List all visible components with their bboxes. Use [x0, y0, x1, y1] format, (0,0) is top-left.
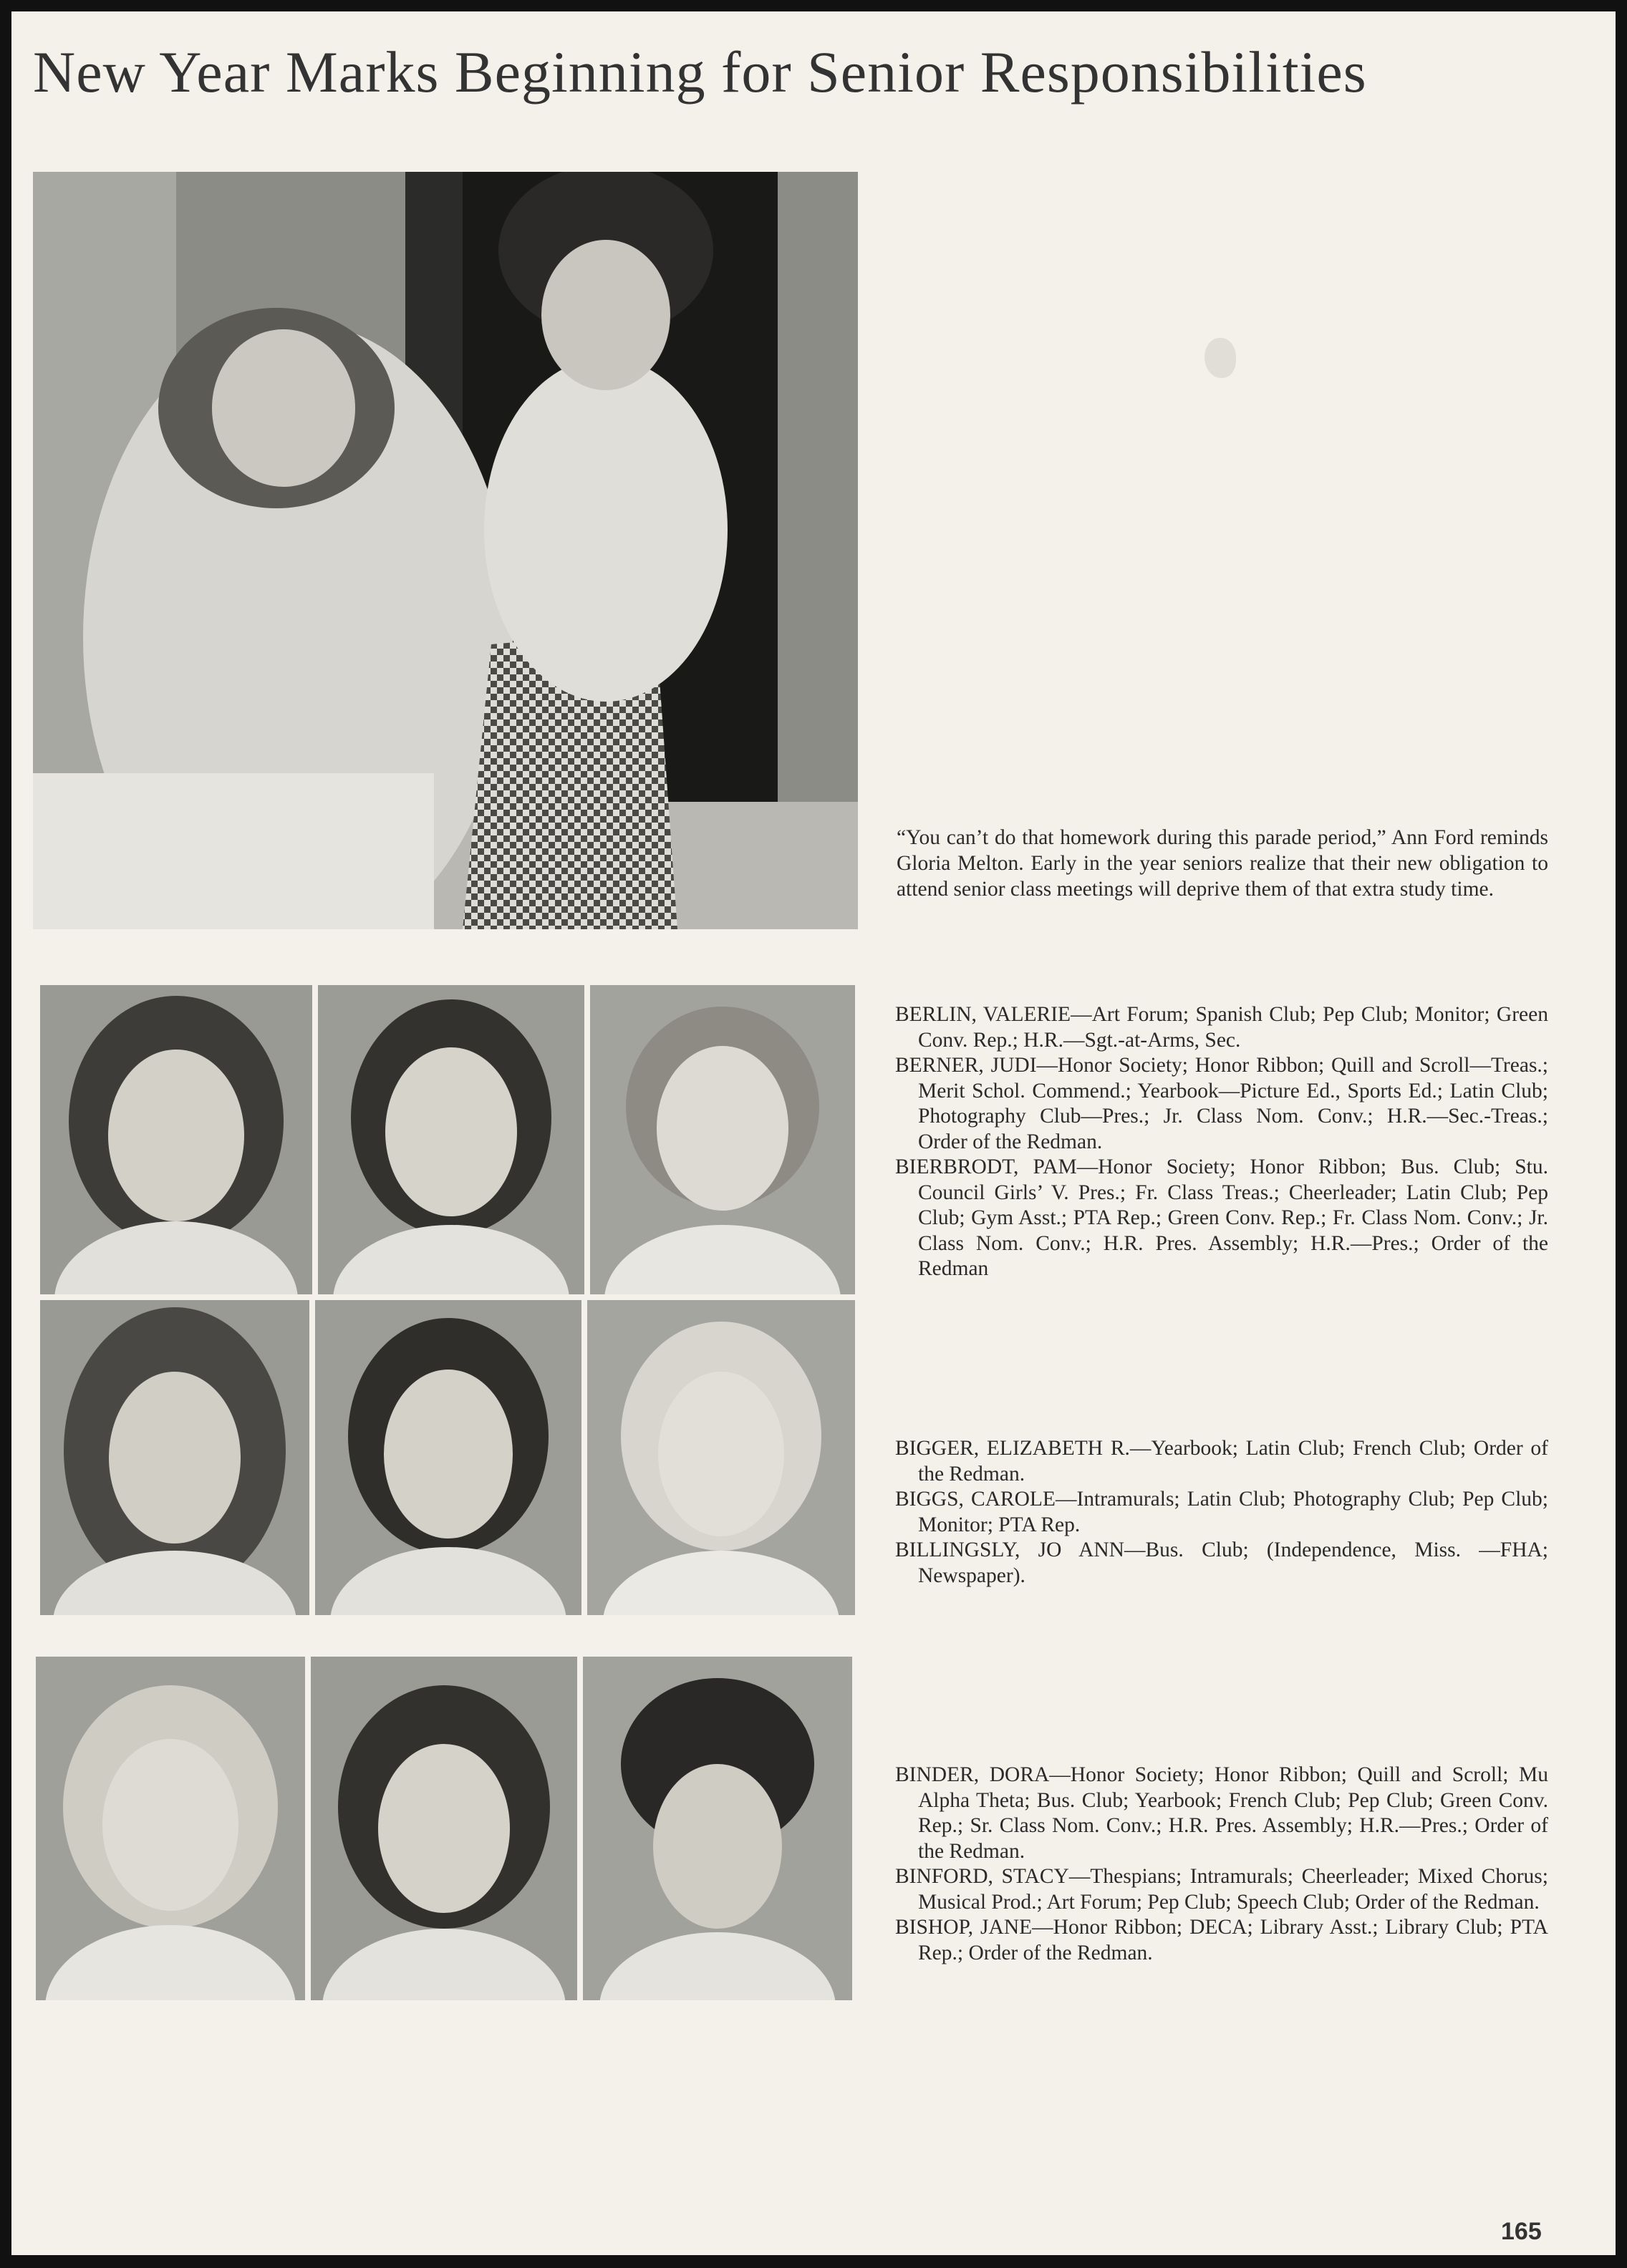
bio-entry: BINFORD, STACY—Thespians; Intramurals; Cheerleader; Mixed Chorus; Musical Prod.; Art Forum; Pep Club; Speech Club; Order of the Redman. [895, 1865, 1548, 1914]
senior-portrait [311, 1657, 577, 2000]
bio-group-3 [895, 1763, 1548, 1966]
bio-entry: BERLIN, VALERIE—Art Forum; Spanish Club; Pep Club; Monitor; Green Conv. Rep.; H.R.—Sgt.-at-Arms, Sec. [895, 1003, 1548, 1052]
bio-entry: BINDER, DORA—Honor Society; Honor Ribbon; Quill and Scroll; Mu Alpha Theta; Bus. Club; Yearbook; French Club; Pep Club; Green Conv. Rep.; Sr. Class Nom. Conv.; H.R. Pres. Assembly; H.R.—Pres.; Order of the Redman. [895, 1763, 1548, 1863]
senior-portrait [40, 1300, 309, 1615]
main-photo [33, 172, 858, 929]
senior-portrait [587, 1300, 855, 1615]
senior-portrait [315, 1300, 581, 1615]
senior-portrait [583, 1657, 852, 2000]
bio-group-2 [895, 1436, 1548, 1589]
senior-portrait [590, 985, 855, 1294]
bio-entry: BIERBRODT, PAM—Honor Society; Honor Ribbon; Bus. Club; Stu. Council Girls’ V. Pres.; Fr. Class Treas.; Cheerleader; Latin Club; Pep Club; Gym Asst.; PTA Rep.; Green Conv. Rep.; Fr. Class Nom. Conv.; Jr. Class Nom. Conv.; H.R. Pres. Assembly; H.R.—Pres.; Order of the Redman [895, 1155, 1548, 1280]
bio-entry: BIGGS, CAROLE—Intramurals; Latin Club; Photography Club; Pep Club; Monitor; PTA Rep. [895, 1488, 1548, 1536]
senior-portrait [40, 985, 312, 1294]
main-photo-caption: “You can’t do that homework during this parade period,” Ann Ford reminds Gloria Melton. Early in the year seniors realize that their new obligation to attend senior class meetings will deprive them of that extra study time. [897, 826, 1548, 901]
ink-blot [1204, 338, 1236, 378]
bio-entry: BISHOP, JANE—Honor Ribbon; DECA; Library Asst.; Library Club; PTA Rep.; Order of the Redman. [895, 1916, 1548, 1964]
bio-entry: BERNER, JUDI—Honor Society; Honor Ribbon; Quill and Scroll—Treas.; Merit Schol. Commend.; Yearbook—Picture Ed., Sports Ed.; Latin Club; Photography Club—Pres.; Jr. Class Nom. Conv.; H.R.—Sec.-Treas.; Order of the Redman. [895, 1054, 1548, 1153]
yearbook-page [11, 11, 1616, 2255]
senior-portrait [36, 1657, 305, 2000]
bio-entry: BILLINGSLY, JO ANN—Bus. Club; (Independence, Miss. —FHA; Newspaper). [895, 1538, 1548, 1587]
senior-portrait [318, 985, 584, 1294]
bio-entry: BIGGER, ELIZABETH R.—Yearbook; Latin Club; French Club; Order of the Redman. [895, 1437, 1548, 1486]
bio-group-1 [895, 1002, 1548, 1282]
page-number: 165 [1501, 2218, 1542, 2245]
page-headline: New Year Marks Beginning for Senior Responsibilities [33, 39, 1367, 105]
